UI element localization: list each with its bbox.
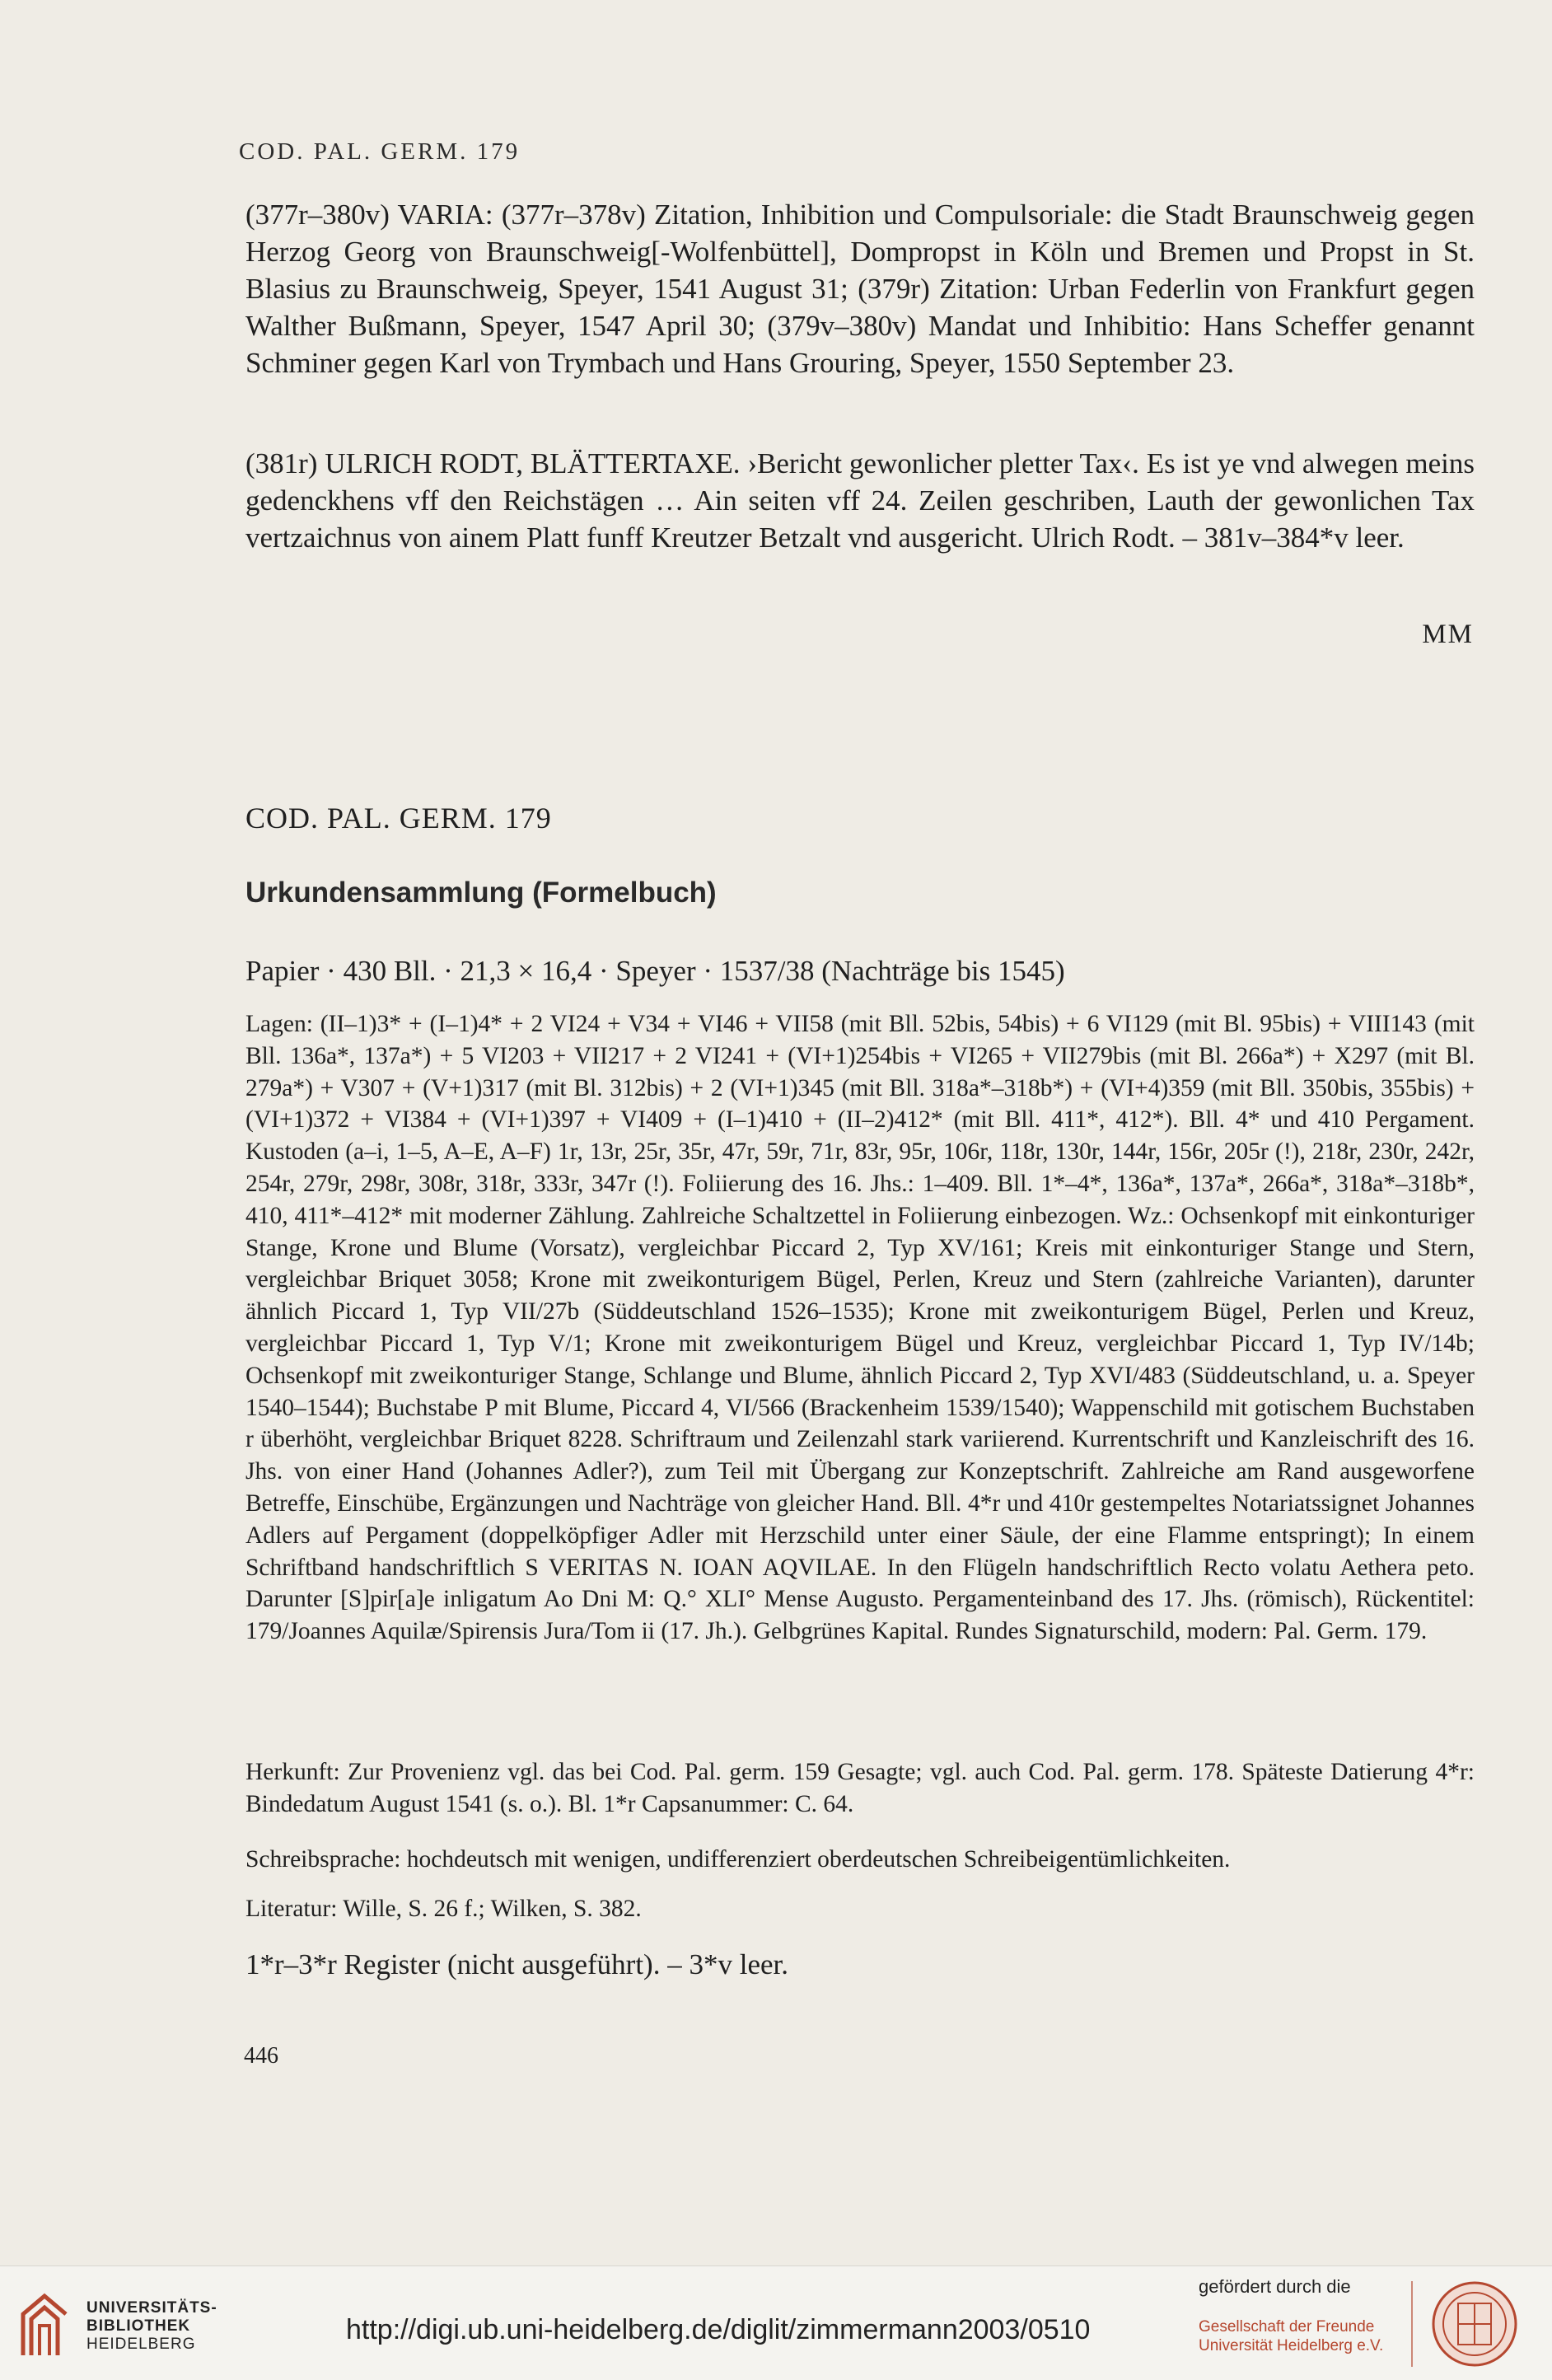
footer-divider xyxy=(1411,2281,1413,2367)
varia-entry xyxy=(245,196,1475,381)
sponsor-line2: Universität Heidelberg e.V. xyxy=(1199,2337,1384,2354)
rodt-entry xyxy=(245,445,1475,556)
library-name[interactable] xyxy=(86,2299,217,2354)
library-name-line3: HEIDELBERG xyxy=(86,2336,196,2353)
varia-paragraph: (377r–380v) VARIA: (377r–378v) Zitation, Inhibition und Compulsoriale: die Stadt Braunschweig gegen Herzog Georg von Braunschweig[-Wolfenbüttel], Dompropst in Köln und Bremen und Propst in St. Blasius zu Braunschweig, Speyer, 1541 August 31; (379r) Zitation: Urban Federlin von Frankfurt gegen Walther Bußmann, Speyer, 1547 April 30; (379v–380v) Mandat und Inhibitio: Hans Scheffer genannt Schminer gegen Karl von Trymbach und Hans Grouring, Speyer, 1550 September 23. xyxy=(245,199,1475,379)
lagen-paragraph: Lagen: (II–1)3* + (I–1)4* + 2 VI24 + V34 + VI46 + VII58 (mit Bll. 52bis, 54bis) + 6 VI129 (mit Bl. 95bis) + VIII143 (mit Bll. 136a*, 137a*) + 5 VI203 + VII217 + 2 VI241 + (VI+1)254bis + VI265 + VII279bis (mit Bl. 266a*) + X297 (mit Bl. 279a*) + V307 + (V+1)317 (mit Bl. 312bis) + 2 (VI+1)345 (mit Bll. 318a*–318b*) + (VI+4)359 (mit Bll. 350bis, 355bis) + (VI+1)372 + VI384 + (VI+1)397 + VI409 + (I–1)410 + (II–2)412* (mit Bll. 411*, 412*). Bll. 4* und 410 Pergament. Kustoden (a–i, 1–5, A–E, A–F) 1r, 13r, 25r, 35r, 47r, 59r, 71r, 83r, 95r, 106r, 118r, 130r, 144r, 156r, 205r (!), 218r, 230r, 242r, 254r, 279r, 298r, 308r, 318r, 333r, 347r (!). Foliierung des 16. Jhs.: 1–409. Bll. 1*–4*, 136a*, 137a*, 266a*, 318a*–318b*, 410, 411*–412* mit moderner Zählung. Zahlreiche Schaltzettel in Foliierung einbezogen. Wz.: Ochsenkopf mit einkonturiger Stange, Krone und Blume (Vorsatz), vergleichbar Piccard 2, Typ XV/161; Kreis mit einkonturiger Stange und Stern, vergleichbar Briquet 3058; Krone mit zweikonturigem Bügel, Perlen, Kreuz und Stern (zahlreiche Varianten), darunter ähnlich Piccard 1, Typ VII/27b (Süddeutschland 1526–1535); Krone mit zweikonturigem Bügel, Perlen und Kreuz, vergleichbar Piccard 1, Typ V/1; Krone mit zweikonturigem Bügel und Kreuz, vergleichbar Piccard 1, Typ IV/14b; Ochsenkopf mit zweikonturiger Stange, Schlange und Blume, ähnlich Piccard 2, Typ XVI/483 (Süddeutschland, u. a. Speyer 1540–1544); Buchstabe P mit Blume, Piccard 4, VI/566 (Brackenheim 1539/1540); Wappenschild mit gotischem Buchstaben r überhöht, vergleichbar Briquet 8228. Schriftraum und Zeilenzahl stark variierend. Kurrentschrift und Kanzleischrift des 16. Jhs. von einer Hand (Johannes Adler?), zum Teil mit Übergang zur Konzeptschrift. Zahlreiche am Rand ausgeworfene Betreffe, Einschübe, Ergänzungen und Nachträge von gleicher Hand. Bll. 4*r und 410r gestempeltes Notariatssignet Johannes Adlers auf Pergament (doppelköpfiger Adler mit Herzschild unter einer Säule, der eine Flamme entspringt); In einem Schriftband handschriftlich S VERITAS N. IOAN AQVILAE. In den Flügeln handschriftlich Recto volatu Aethera peto. Darunter [S]pir[a]e inligatum Ao Dni M: Q.° XLI° Mense Augusto. Pergamenteinband des 17. Jhs. (römisch), Rückentitel: 179/Joannes Aquilæ/Spirensis Jura/Tom ii (17. Jh.). Gelbgrünes Kapital. Rundes Signaturschild, modern: Pal. Germ. 179. xyxy=(245,1011,1475,1645)
viewer-footer xyxy=(0,2265,1552,2380)
herkunft-block xyxy=(245,1756,1475,1821)
library-logo-icon[interactable] xyxy=(16,2289,74,2364)
physical-description xyxy=(245,952,1475,989)
literatur-paragraph: Literatur: Wille, S. 26 f.; Wilken, S. 382. xyxy=(245,1896,642,1922)
rodt-paragraph: (381r) ULRICH RODT, BLÄTTERTAXE. ›Bericht gewonlicher pletter Tax‹. Es ist ye vnd alwegen meins gedenckhens vff den Reichstägen … Ain seiten vff 24. Zeilen geschriben, Lauth der gewonlichen Tax vertzaichnus von ainem Platt funff Kreutzer Betzalt vnd ausgericht. Ulrich Rodt. – 381v–384*v leer. xyxy=(245,447,1475,554)
schreibsprache-paragraph: Schreibsprache: hochdeutsch mit wenigen, undifferenziert oberdeutschen Schreibeigentümlichkeiten. xyxy=(245,1846,1231,1873)
running-head: COD. PAL. GERM. 179 xyxy=(239,138,521,165)
literatur-block xyxy=(245,1893,1475,1925)
library-name-line2: BIBLIOTHEK xyxy=(86,2317,191,2335)
permalink-url[interactable]: http://digi.ub.uni-heidelberg.de/diglit/zimmermann2003/0510 xyxy=(346,2314,1091,2345)
sponsor-name[interactable] xyxy=(1199,2317,1383,2355)
lagen-block xyxy=(245,1008,1475,1648)
page-number: 446 xyxy=(244,2043,278,2069)
section-title: Urkundensammlung (Formelbuch) xyxy=(245,877,717,909)
funded-by-label: gefördert durch die xyxy=(1199,2276,1351,2297)
schreibsprache-block xyxy=(245,1844,1475,1876)
author-signature: MM xyxy=(1422,620,1474,649)
physical-description-line: Papier · 430 Bll. · 21,3 × 16,4 · Speyer · 1537/38 (Nachträge bis 1545) xyxy=(245,955,1065,987)
herkunft-paragraph: Herkunft: Zur Provenienz vgl. das bei Cod. Pal. germ. 159 Gesagte; vgl. auch Cod. Pal. germ. 178. Späteste Datierung 4*r: Bindedatum August 1541 (s. o.). Bl. 1*r Capsanummer: C. 64. xyxy=(245,1759,1475,1817)
sponsor-line1: Gesellschaft der Freunde xyxy=(1199,2318,1375,2336)
register-line: 1*r–3*r Register (nicht ausgeführt). – 3*v leer. xyxy=(245,1948,788,1980)
section-heading: COD. PAL. GERM. 179 xyxy=(245,802,552,835)
library-name-line1: UNIVERSITÄTS- xyxy=(86,2299,217,2317)
university-seal-icon[interactable] xyxy=(1429,2279,1520,2369)
register-block xyxy=(245,1946,1475,1983)
